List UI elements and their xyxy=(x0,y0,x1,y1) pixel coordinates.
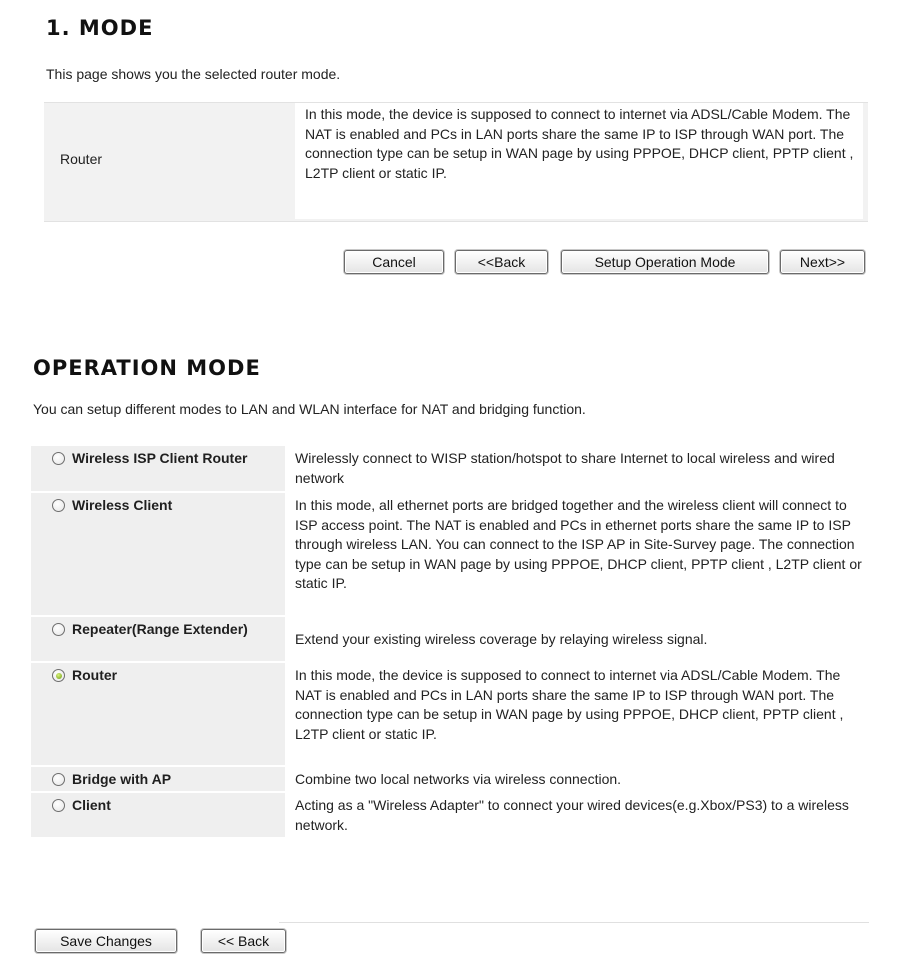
table-row xyxy=(31,766,869,792)
option-cell xyxy=(31,616,285,662)
option-description: Combine two local networks via wireless connection. xyxy=(285,766,869,792)
option-cell xyxy=(31,766,285,792)
option-label: Router xyxy=(72,667,118,683)
option-description: In this mode, all ethernet ports are bridged together and the wireless client will connect to ISP access point. The NAT is enabled and PCs in ethernet ports share the same IP to ISP through wireless LAN. You can connect to the ISP AP in Site-Survey page. The connection type can be setup in WAN page by using PPPOE, DHCP client, PPTP client , L2TP client or static IP. xyxy=(285,492,869,616)
selected-mode-description: In this mode, the device is supposed to connect to internet via ADSL/Cable Modem. The NAT is enabled and PCs in LAN ports share the same IP to ISP through WAN port. The connection type can be setup in WAN page by using PPPOE, DHCP client, PPTP client , L2TP client or static IP. xyxy=(295,103,863,219)
back-button[interactable]: << Back xyxy=(201,929,286,953)
option-cell xyxy=(31,792,285,838)
option-description: In this mode, the device is supposed to connect to internet via ADSL/Cable Modem. The NAT is enabled and PCs in LAN ports share the same IP to ISP through WAN port. The connection type can be setup in WAN page by using PPPOE, DHCP client, PPTP client , L2TP client or static IP. xyxy=(285,662,869,766)
table-row xyxy=(31,662,869,766)
radio-wireless-isp-client-router[interactable] xyxy=(52,452,65,465)
radio-repeater[interactable] xyxy=(52,623,65,636)
selected-mode-summary xyxy=(44,102,868,222)
cancel-button[interactable]: Cancel xyxy=(344,250,444,274)
operation-mode-title: OPERATION MODE xyxy=(33,356,261,380)
divider xyxy=(279,922,869,923)
wizard-back-button[interactable]: <<Back xyxy=(455,250,548,274)
setup-operation-mode-button[interactable]: Setup Operation Mode xyxy=(561,250,769,274)
option-description: Extend your existing wireless coverage by relaying wireless signal. xyxy=(285,616,869,662)
radio-bridge-with-ap[interactable] xyxy=(52,773,65,786)
option-label: Wireless ISP Client Router xyxy=(72,450,248,466)
save-changes-button[interactable]: Save Changes xyxy=(35,929,177,953)
table-row xyxy=(31,446,869,492)
radio-client[interactable] xyxy=(52,799,65,812)
next-button[interactable]: Next>> xyxy=(780,250,865,274)
option-cell xyxy=(31,492,285,616)
table-row xyxy=(31,792,869,838)
table-row xyxy=(31,616,869,662)
mode-subtitle: This page shows you the selected router mode. xyxy=(46,66,341,82)
option-description: Acting as a "Wireless Adapter" to connect your wired devices(e.g.Xbox/PS3) to a wireless network. xyxy=(285,792,869,838)
option-label: Bridge with AP xyxy=(72,771,172,787)
radio-router[interactable] xyxy=(52,669,65,682)
option-description: Wirelessly connect to WISP station/hotspot to share Internet to local wireless and wired network xyxy=(285,446,869,492)
selected-mode-name: Router xyxy=(60,151,103,167)
radio-wireless-client[interactable] xyxy=(52,499,65,512)
option-label: Client xyxy=(72,797,111,813)
operation-mode-table xyxy=(31,446,869,839)
mode-title: 1. MODE xyxy=(46,16,154,40)
option-cell xyxy=(31,662,285,766)
option-label: Wireless Client xyxy=(72,497,173,513)
option-cell xyxy=(31,446,285,492)
option-label: Repeater(Range Extender) xyxy=(72,621,248,637)
operation-mode-subtitle: You can setup different modes to LAN and WLAN interface for NAT and bridging function. xyxy=(33,401,586,417)
table-row xyxy=(31,492,869,616)
